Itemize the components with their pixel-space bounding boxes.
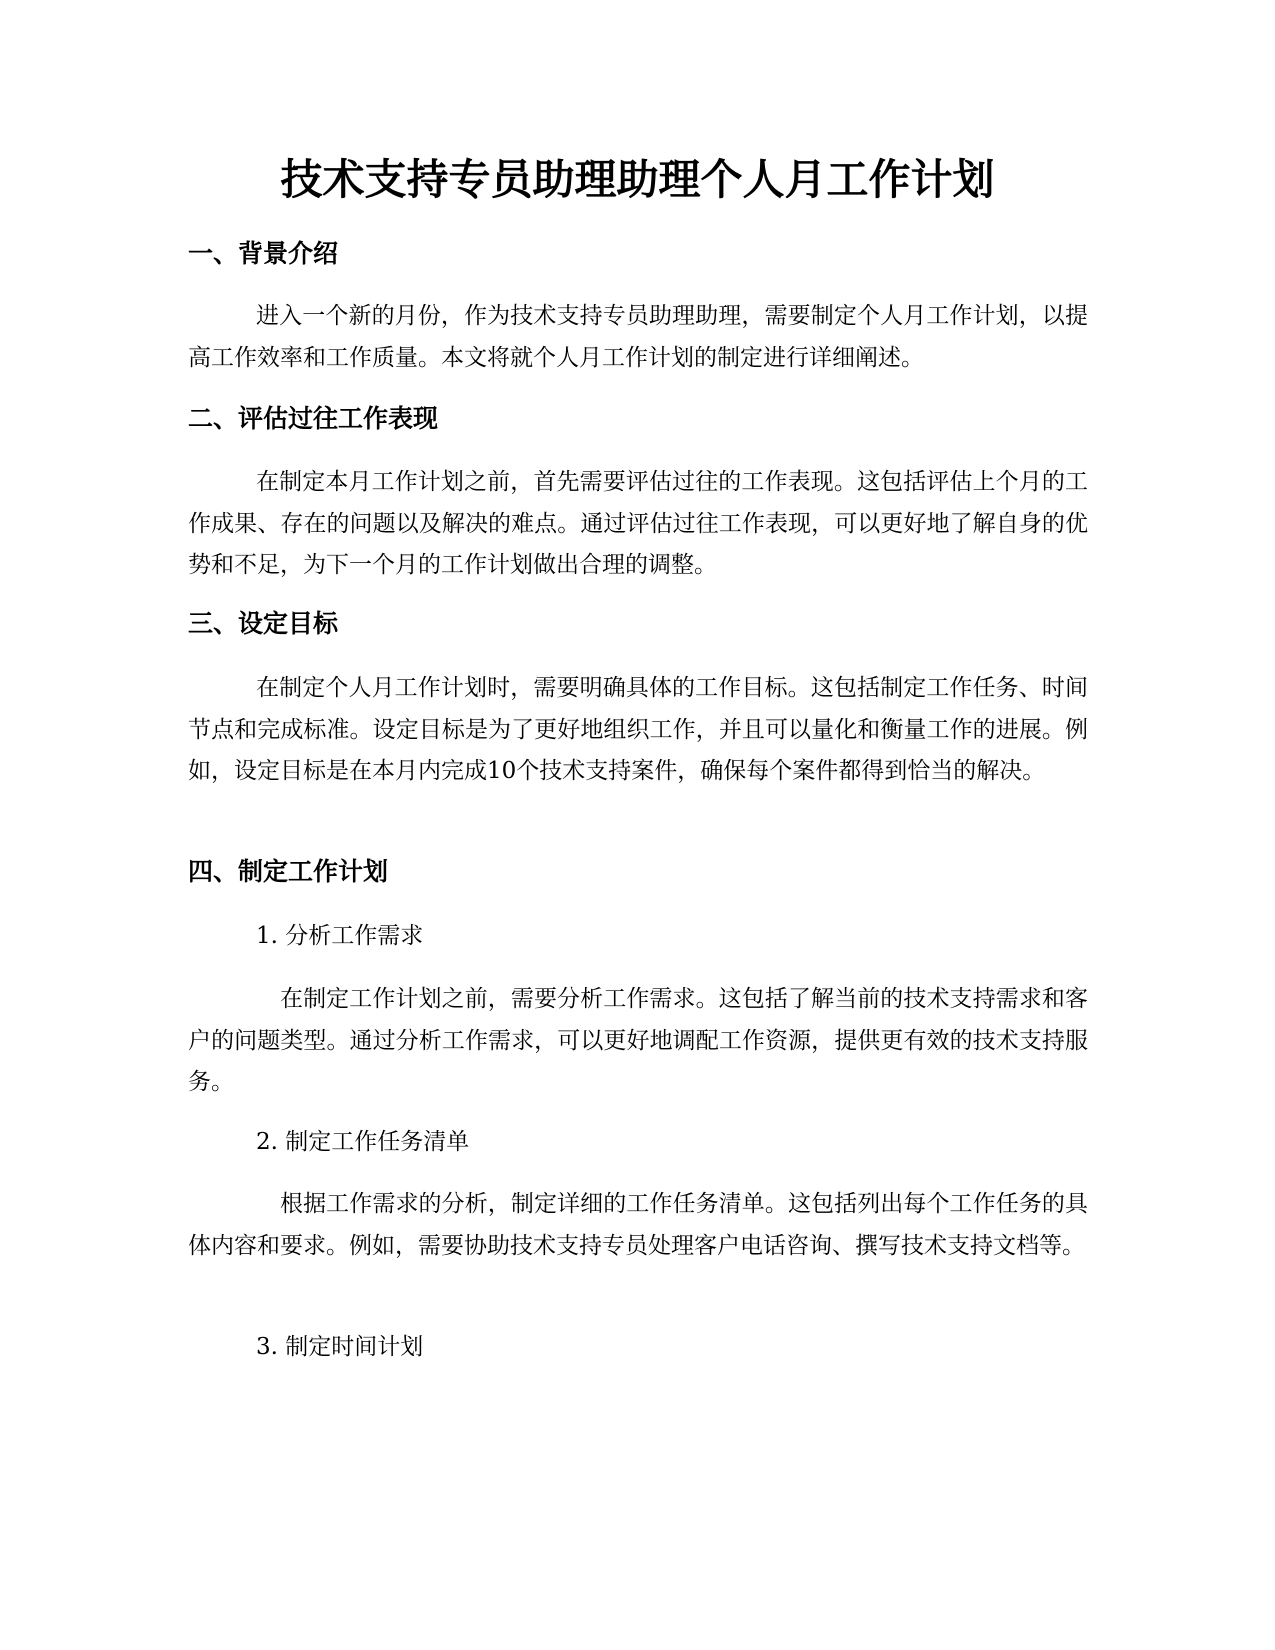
section-heading-background: 一、背景介绍: [188, 239, 339, 268]
section-paragraph-goals: 在制定个人月工作计划时，需要明确具体的工作目标。这包括制定工作任务、时间节点和完成标准。设定目标是为了更好地组织工作，并且可以量化和衡量工作的进展。例如，设定目标是在本月内完成10个技术支持案件，确保每个案件都得到恰当的解决。: [188, 675, 1088, 784]
section-heading-evaluation: 二、评估过往工作表现: [188, 404, 439, 433]
section-paragraph-background: 进入一个新的月份，作为技术支持专员助理助理，需要制定个人月工作计划，以提高工作效率和工作质量。本文将就个人月工作计划的制定进行详细阐述。: [188, 303, 1088, 371]
list-item-paragraph: 根据工作需求的分析，制定详细的工作任务清单。这包括列出每个工作任务的具体内容和要求。例如，需要协助技术支持专员处理客户电话咨询、撰写技术支持文档等。: [188, 1191, 1088, 1259]
section-paragraph-evaluation: 在制定本月工作计划之前，首先需要评估过往的工作表现。这包括评估上个月的工作成果、存在的问题以及解决的难点。通过评估过往工作表现，可以更好地了解自身的优势和不足，为下一个月的工作计划做出合理的调整。: [188, 469, 1088, 578]
list-item-label: 2. 制定工作任务清单: [256, 1129, 470, 1155]
list-item-paragraph: 在制定工作计划之前，需要分析工作需求。这包括了解当前的技术支持需求和客户的问题类型。通过分析工作需求，可以更好地调配工作资源，提供更有效的技术支持服务。: [188, 986, 1088, 1095]
page-title: 技术支持专员助理助理个人月工作计划: [280, 155, 995, 204]
list-item-label: 3. 制定时间计划: [256, 1334, 424, 1360]
section-heading-goals: 三、设定目标: [188, 609, 339, 638]
list-item-label: 1. 分析工作需求: [256, 923, 424, 949]
section-heading-work-plan: 四、制定工作计划: [188, 857, 389, 886]
